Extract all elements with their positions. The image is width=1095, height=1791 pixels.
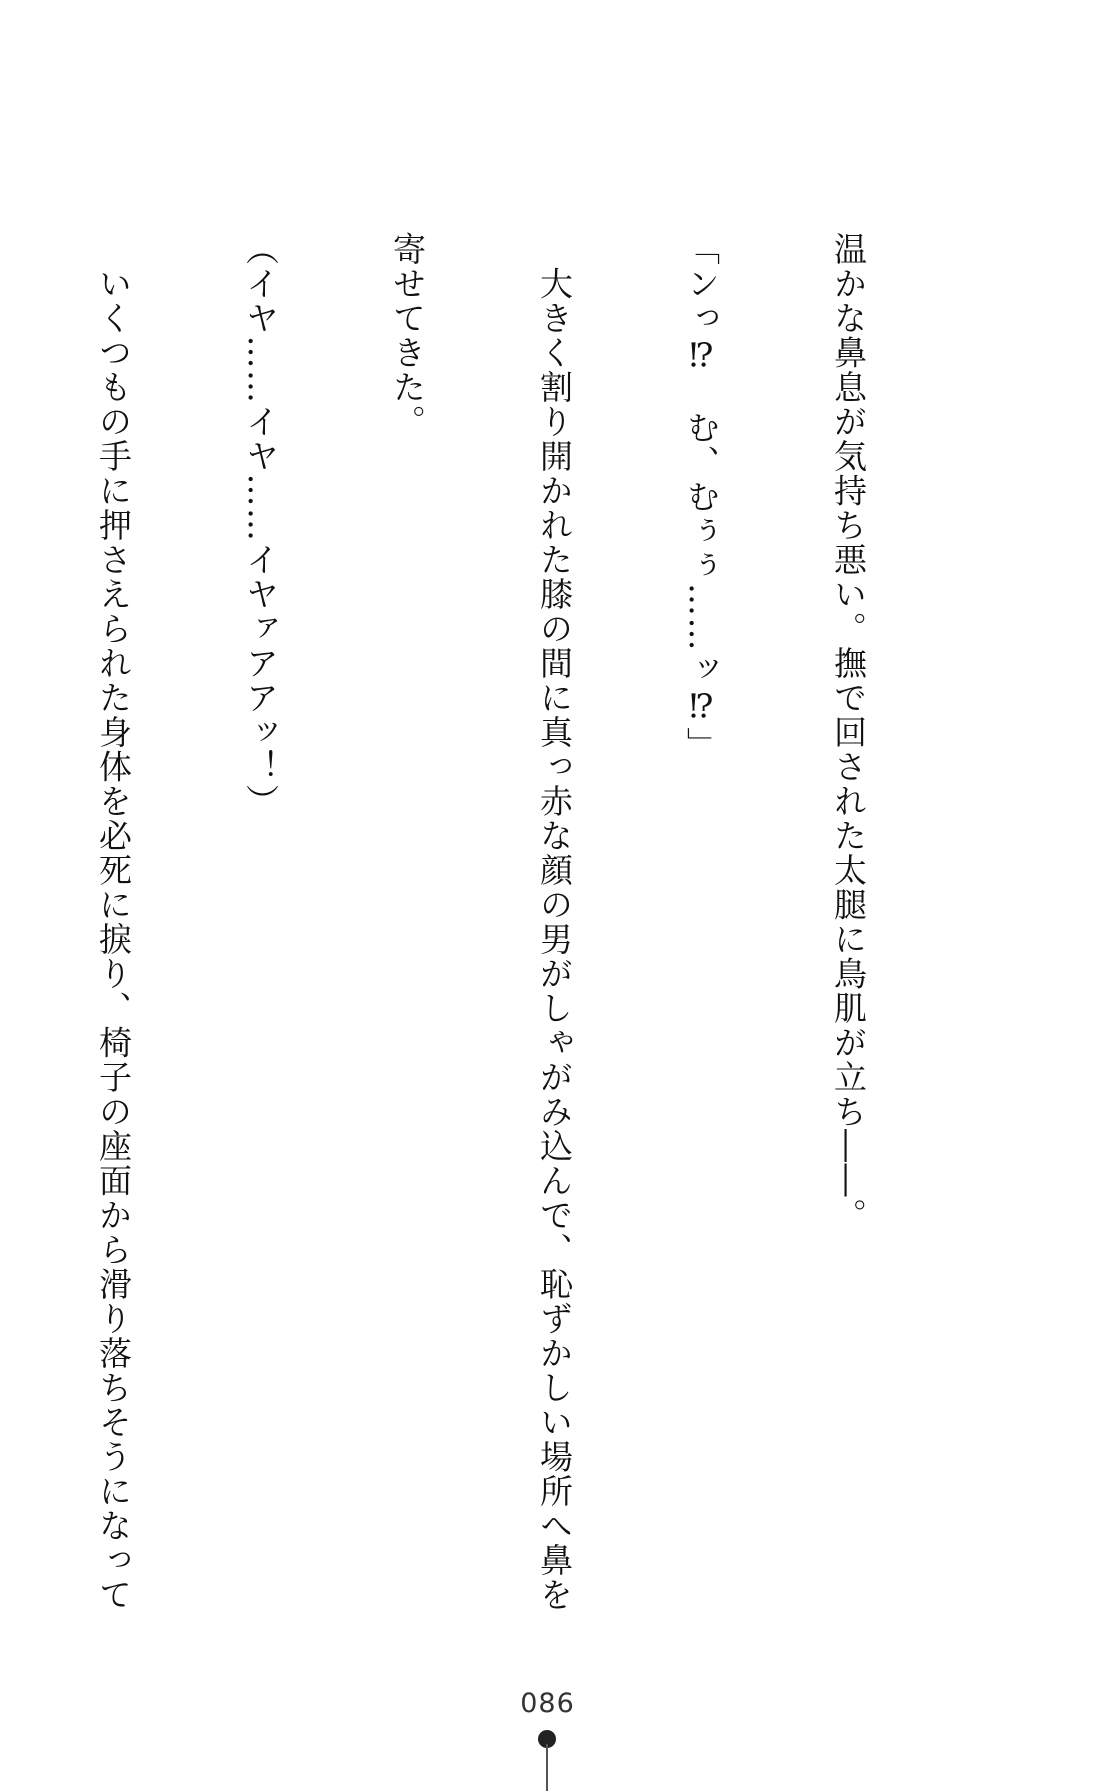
body-line: 温かな鼻息が気持ち悪い。撫で回された太腿に鳥肌が立ち――。 bbox=[829, 232, 868, 1233]
body-line: （イヤ……イヤ……イヤァアアッ！） bbox=[241, 232, 280, 819]
body-line: 「ンっ⁉ む、むぅぅ……ッ⁉」 bbox=[682, 232, 721, 762]
page-number: 086 bbox=[520, 1688, 575, 1719]
body-line: いくつもの手に押さえられた身体を必死に捩り、椅子の座面から滑り落ちそうになって bbox=[94, 232, 133, 1612]
folio-stem bbox=[546, 1744, 548, 1791]
folio-ornament-icon bbox=[537, 1730, 558, 1791]
vertical-body-text bbox=[0, 232, 971, 1612]
body-line: 寄せてきた。 bbox=[388, 232, 427, 439]
body-line: 大きく割り開かれた膝の間に真っ赤な顔の男がしゃがみ込んで、恥ずかしい場所へ鼻を bbox=[535, 232, 574, 1612]
